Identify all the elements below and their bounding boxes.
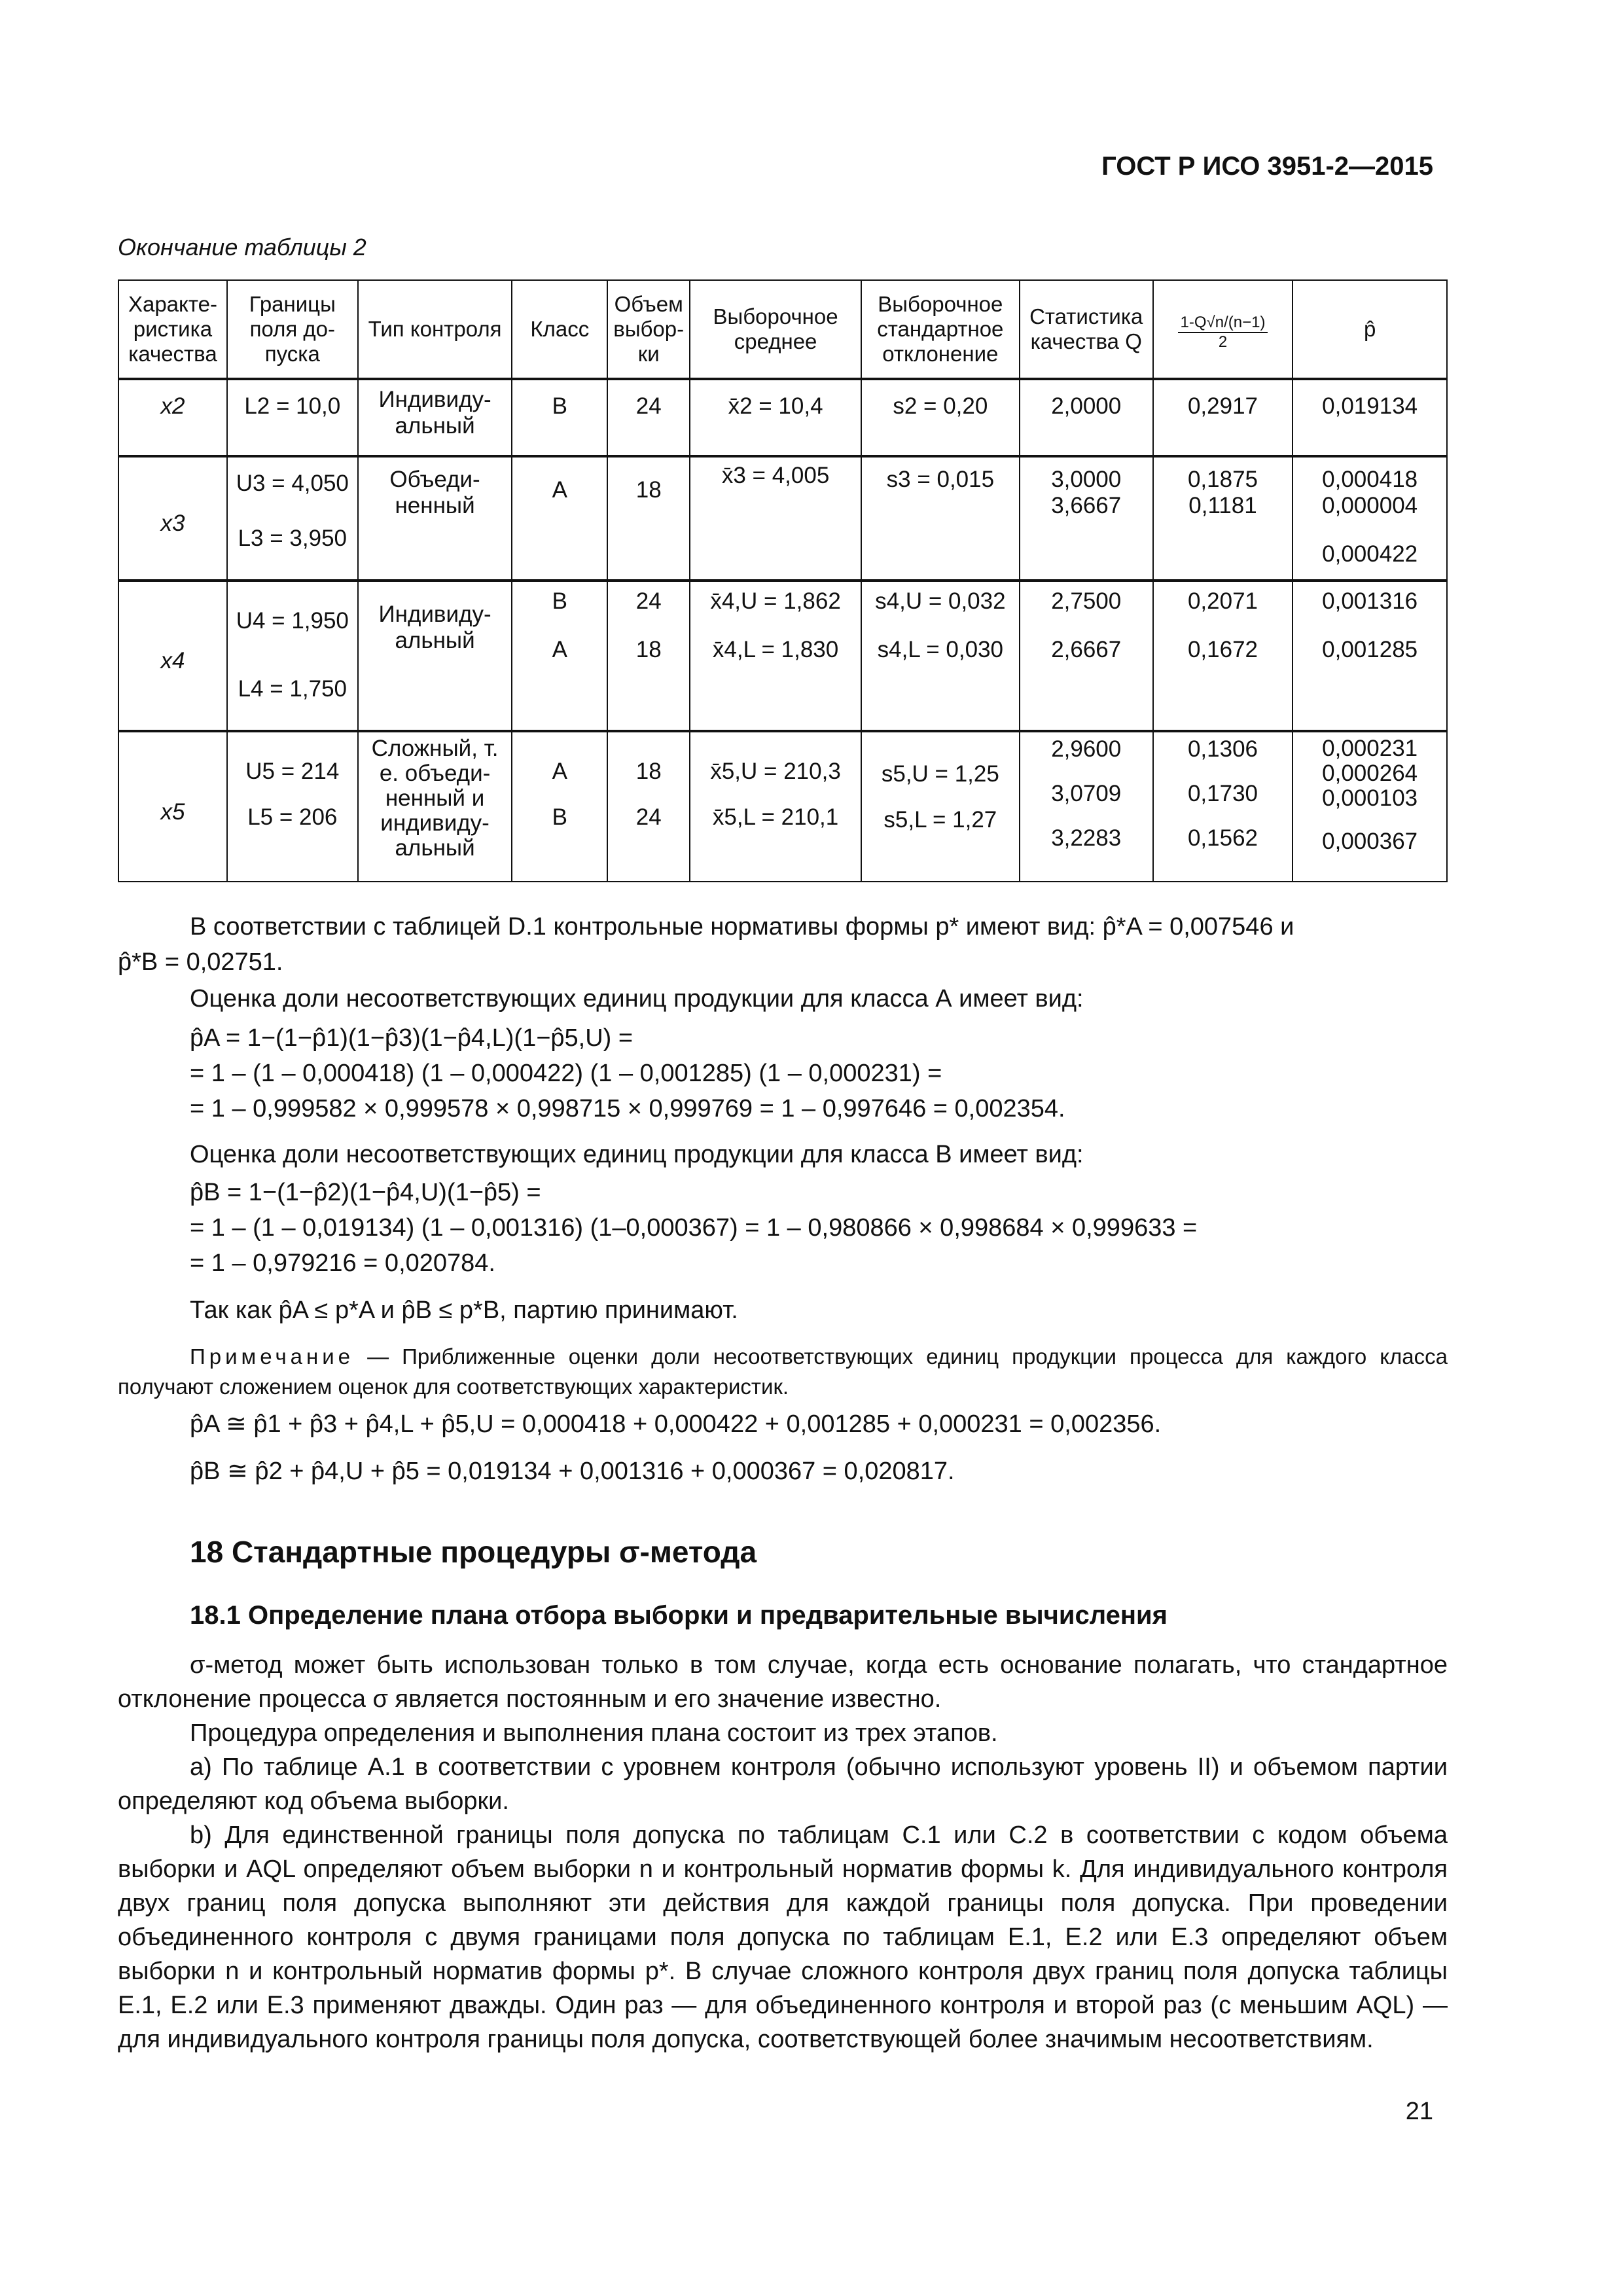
cell-characteristic: x2 — [118, 379, 227, 456]
cell-class: A B — [512, 731, 607, 882]
cell-p-hat: 0,019134 — [1293, 379, 1447, 456]
header-statistic-q: Статистика качества Q — [1020, 280, 1153, 379]
document-code: ГОСТ Р ИСО 3951-2—2015 — [1101, 152, 1433, 181]
table-row — [118, 731, 1447, 882]
header-characteristic: Характе-ристика качества — [118, 280, 227, 379]
cell-formula-value: 0,1306 0,1730 0,1562 — [1153, 731, 1293, 882]
cell-q: 2,0000 — [1020, 379, 1153, 456]
header-sample-mean: Выборочное среднее — [690, 280, 861, 379]
cell-limit: L2 = 10,0 — [227, 379, 358, 456]
cell-sd: s4,U = 0,032 s4,L = 0,030 — [861, 581, 1020, 731]
cell-q: 3,0000 3,6667 — [1020, 456, 1153, 581]
cell-mean: x̄5,U = 210,3 x̄5,L = 210,1 — [690, 731, 861, 882]
cell-sample-size: 18 24 — [607, 731, 690, 882]
cell-q: 2,7500 2,6667 — [1020, 581, 1153, 731]
cell-formula-value: 0,1875 0,1181 — [1153, 456, 1293, 581]
paragraph-norms-line2: p̂*B = 0,02751. — [118, 948, 283, 976]
cell-control-type: Объеди-ненный — [358, 456, 512, 581]
cell-limits: U3 = 4,050 L3 = 3,950 — [227, 456, 358, 581]
cell-class: B — [512, 379, 607, 456]
cell-sample-size: 24 — [607, 379, 690, 456]
equation-b-2: = 1 – (1 – 0,019134) (1 – 0,001316) (1–0,000367) = 1 – 0,980866 × 0,998684 × 0,999633 = — [190, 1214, 1198, 1242]
paragraph-accept: Так как p̂A ≤ p*A и p̂B ≤ p*B, партию принимают. — [190, 1297, 738, 1324]
cell-mean: x̄2 = 10,4 — [690, 379, 861, 456]
formula-fraction: $\frac{1-Q√n/(n-1)}{2}$ — [1178, 314, 1268, 351]
cell-control-type: Индивиду-альный — [358, 581, 512, 731]
equation-b-1: p̂B = 1−(1−p̂2)(1−p̂4,U)(1−p̂5) = — [190, 1179, 541, 1206]
note-label: Примечание — [190, 1344, 355, 1369]
note-text: — Приближенные оценки доли несоответствующих единиц продукции процесса для каждого класса получают сложением оценок для соответствующих характеристик. — [118, 1344, 1448, 1399]
cell-p-hat: 0,000418 0,000004 0,000422 — [1293, 456, 1447, 581]
table-row — [118, 581, 1447, 731]
cell-mean: x̄4,U = 1,862 x̄4,L = 1,830 — [690, 581, 861, 731]
equation-a-1: p̂A = 1−(1−p̂1)(1−p̂3)(1−p̂4,L)(1−p̂5,U) = — [190, 1024, 633, 1052]
cell-limits: U4 = 1,950 L4 = 1,750 — [227, 581, 358, 731]
header-sample-sd: Выборочное стандартное отклонение — [861, 280, 1020, 379]
equation-note-a: p̂A ≅ p̂1 + p̂3 + p̂4,L + p̂5,U = 0,000418 + 0,000422 + 0,001285 + 0,000231 = 0,002356. — [190, 1410, 1162, 1438]
note — [118, 1342, 1448, 1402]
cell-sd: s3 = 0,015 — [861, 456, 1020, 581]
cell-control-type: Сложный, т. е. объеди-ненный и индивиду-альный — [358, 731, 512, 882]
cell-sd: s5,U = 1,25 s5,L = 1,27 — [861, 731, 1020, 882]
equation-a-3: = 1 – 0,999582 × 0,999578 × 0,998715 × 0,999769 = 1 – 0,997646 = 0,002354. — [190, 1095, 1065, 1122]
cell-q: 2,9600 3,0709 3,2283 — [1020, 731, 1153, 882]
cell-sd: s2 = 0,20 — [861, 379, 1020, 456]
cell-limits: U5 = 214 L5 = 206 — [227, 731, 358, 882]
paragraph-step-a: а) По таблице А.1 в соответствии с уровнем контроля (обычно используют уровень II) и объемом партии определяют код объема выборки. — [118, 1753, 1448, 1815]
paragraph-sigma-method: σ-метод может быть использован только в том случае, когда есть основание полагать, что стандартное отклонение процесса σ является постоянным и его значение известно. — [118, 1651, 1448, 1713]
header-limits: Границы поля до-пуска — [227, 280, 358, 379]
cell-formula-value: 0,2071 0,1672 — [1153, 581, 1293, 731]
cell-characteristic: x5 — [118, 731, 227, 882]
cell-p-hat: 0,000231 0,000264 0,000103 0,000367 — [1293, 731, 1447, 882]
table-continuation-label: Окончание таблицы 2 — [118, 234, 366, 260]
cell-formula-value: 0,2917 — [1153, 379, 1293, 456]
cell-characteristic: x3 — [118, 456, 227, 581]
paragraph-norms-line1: В соответствии с таблицей D.1 контрольные нормативы формы p* имеют вид: p̂*A = 0,007546 и — [190, 913, 1294, 941]
cell-sample-size: 24 18 — [607, 581, 690, 731]
header-class: Класс — [512, 280, 607, 379]
header-formula — [1153, 280, 1293, 379]
cell-characteristic: x4 — [118, 581, 227, 731]
cell-sample-size: 18 — [607, 456, 690, 581]
header-control-type: Тип контроля — [358, 280, 512, 379]
section-heading-18: 18 Стандартные процедуры σ-метода — [190, 1535, 757, 1569]
table-row — [118, 379, 1447, 456]
paragraph-procedure: Процедура определения и выполнения плана состоит из трех этапов. — [190, 1719, 998, 1747]
table-header-row — [118, 280, 1447, 379]
equation-b-3: = 1 – 0,979216 = 0,020784. — [190, 1249, 495, 1277]
header-p-hat: p̂ — [1293, 280, 1447, 379]
cell-p-hat: 0,001316 0,001285 — [1293, 581, 1447, 731]
equation-note-b: p̂B ≅ p̂2 + p̂4,U + p̂5 = 0,019134 + 0,001316 + 0,000367 = 0,020817. — [190, 1458, 955, 1485]
results-table — [118, 279, 1448, 882]
equation-a-2: = 1 – (1 – 0,000418) (1 – 0,000422) (1 – 0,001285) (1 – 0,000231) = — [190, 1060, 942, 1087]
paragraph-class-a: Оценка доли несоответствующих единиц продукции для класса А имеет вид: — [190, 985, 1084, 1013]
cell-control-type: Индивиду-альный — [358, 379, 512, 456]
cell-class: A — [512, 456, 607, 581]
cell-mean: x̄3 = 4,005 — [690, 456, 861, 581]
paragraph-class-b: Оценка доли несоответствующих единиц продукции для класса В имеет вид: — [190, 1141, 1084, 1168]
cell-class: B A — [512, 581, 607, 731]
header-sample-size: Объем выбор-ки — [607, 280, 690, 379]
subsection-heading-18-1: 18.1 Определение плана отбора выборки и предварительные вычисления — [190, 1601, 1168, 1630]
table-row — [118, 456, 1447, 581]
paragraph-step-b: b) Для единственной границы поля допуска по таблицам С.1 или С.2 в соответствии с кодом объема выборки и AQL определяют объем выборки n и контрольный норматив формы k. Для индивидуального контроля двух границ поля допуска выполняют эти действия для каждой границы поля допуска. При проведении объединенного контроля с двумя границами поля допуска по таблицам Е.1, Е.2 или Е.3 определяют объем выборки n и контрольный норматив формы p*. В случае сложного контроля двух границ поля допуска таблицы Е.1, Е.2 или Е.3 применяют дважды. Один раз — для объединенного контроля и второй раз (с меньшим AQL) — для индивидуального контроля границы поля допуска, соответствующей более значимым несоответствиям. — [118, 1821, 1448, 2053]
page-number: 21 — [1405, 2098, 1433, 2125]
